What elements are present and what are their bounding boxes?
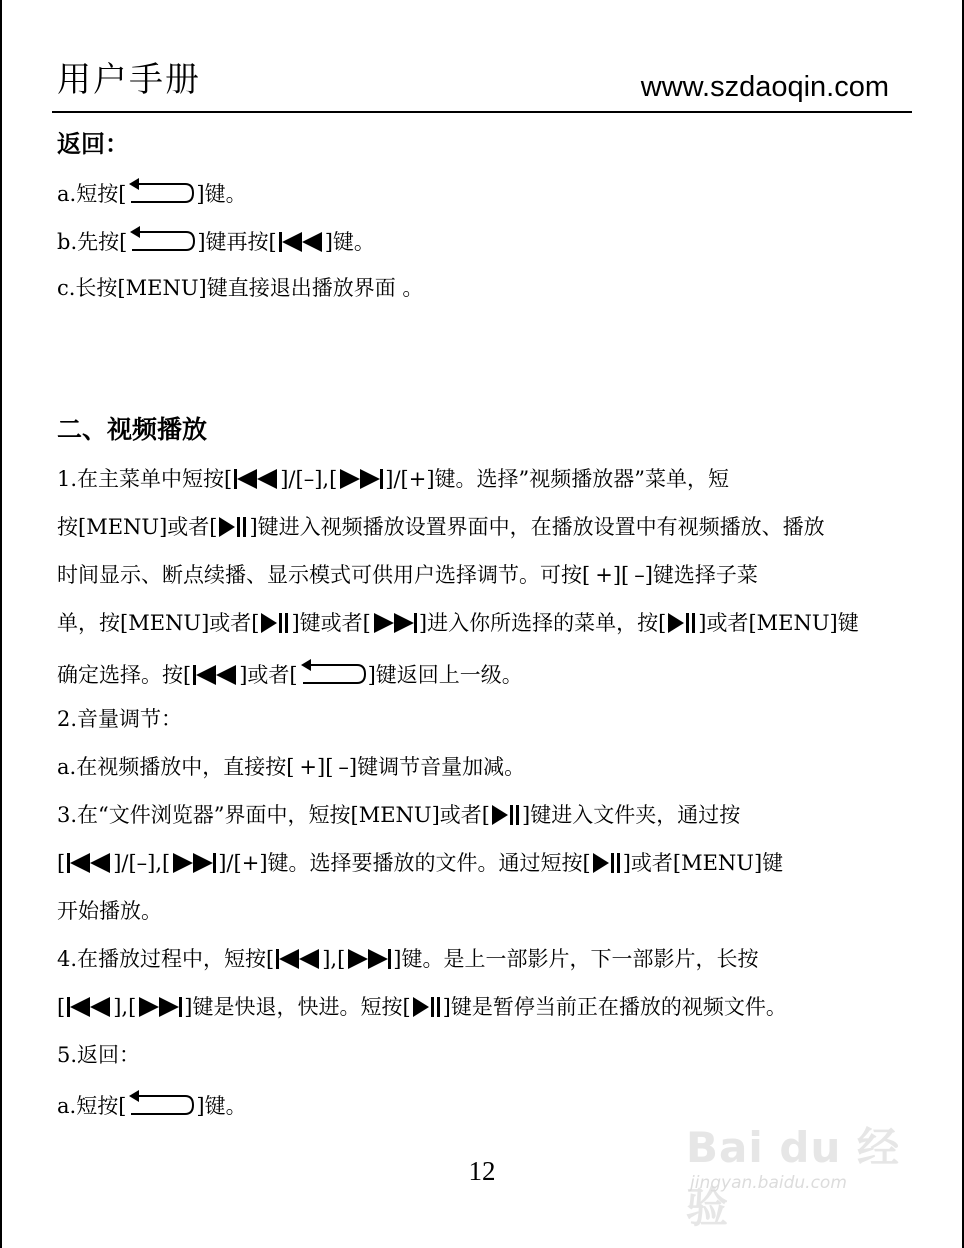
text: ]或者[MENU]键 (698, 611, 859, 635)
text: ]键。选择”视频播放器”菜单，短 (426, 467, 730, 491)
text: ]键或者[ (291, 611, 371, 635)
back-icon (127, 176, 195, 206)
text: ]键选择子菜 (644, 563, 758, 587)
volume-title: 2.音量调节： (57, 707, 183, 731)
text: ][ (612, 563, 630, 587)
page-number: 12 (468, 1156, 496, 1186)
play-pause-icon (592, 851, 622, 875)
text: ]键。 (196, 182, 247, 206)
text: ]键是暂停当前正在播放的视频文件。 (442, 995, 787, 1019)
header-rule (52, 111, 912, 113)
text: ]进入你所选择的菜单，按[ (418, 611, 667, 635)
text: [ (57, 995, 66, 1019)
text: ]键是快退，快进。短按[ (184, 995, 411, 1019)
text: [ (57, 851, 66, 875)
baidu-watermark (686, 1105, 916, 1232)
next-track-icon (171, 851, 217, 875)
play-pause-icon (412, 995, 442, 1019)
video-section-heading: 二、视频播放 (57, 415, 208, 444)
text: ]键返回上一级。 (367, 663, 523, 687)
text: ]键进入视频播放设置界面中，在播放设置中有视频播放、播放 (249, 515, 825, 539)
text: ]键。选择要播放的文件。通过短按[ (259, 851, 591, 875)
text: ]键。 (324, 230, 375, 254)
video-back-line-a (57, 1088, 247, 1120)
video-back-title: 5.返回： (57, 1043, 141, 1067)
next-track-icon (346, 947, 392, 971)
text: ]键。是上一部影片，下一部影片，长按 (393, 947, 759, 971)
text: ][ (317, 755, 334, 779)
next-track-icon (372, 611, 418, 635)
text: ]/[ (113, 851, 137, 875)
text: ]/[ (280, 467, 304, 491)
next-track-icon (137, 995, 183, 1019)
next-track-icon (338, 467, 384, 491)
header-url: www.szdaoqin.com (640, 71, 889, 103)
plus-key: + (299, 755, 317, 779)
video-line-12 (57, 993, 787, 1021)
plus-key: + (241, 851, 260, 875)
prev-track-icon (278, 230, 324, 254)
prev-track-icon (275, 947, 321, 971)
text: ],[ (113, 995, 137, 1019)
back-icon (299, 657, 367, 687)
back-icon (128, 224, 196, 254)
video-line-11 (57, 945, 759, 973)
text: 时间显示、断点续播、显示模式可供用户选择调节。可按[ (57, 563, 591, 587)
text: ]或者[MENU]键 (622, 851, 784, 875)
text: 按[MENU]或者[ (57, 515, 218, 539)
text: ],[ (322, 947, 346, 971)
page-border-left (0, 0, 2, 1248)
text: 4.在播放过程中，短按[ (57, 947, 275, 971)
text: ]键进入文件夹，通过按 (522, 803, 741, 827)
text: 单，按[MENU]或者[ (57, 611, 260, 635)
text: ],[ (147, 851, 171, 875)
text: ]/[ (385, 467, 409, 491)
minus-key: – (338, 755, 349, 779)
video-line-3 (57, 561, 758, 589)
text: a.在视频播放中，直接按[ (57, 755, 295, 779)
prev-track-icon (233, 467, 279, 491)
watermark-brand: Bai du 经验 (686, 1123, 900, 1232)
video-line-2 (57, 513, 825, 541)
plus-key: + (408, 467, 427, 491)
header-title: 用户手册 (57, 60, 201, 100)
text: 3.在“文件浏览器”界面中，短按[MENU]或者[ (57, 803, 490, 827)
text: ]或者[ (239, 663, 298, 687)
text: ]/[ (218, 851, 242, 875)
play-pause-icon (491, 803, 521, 827)
video-line-8 (57, 801, 740, 829)
text: ],[ (314, 467, 338, 491)
prev-track-icon (66, 995, 112, 1019)
prev-track-icon (66, 851, 112, 875)
text: 1.在主菜单中短按[ (57, 467, 233, 491)
volume-line-a (57, 753, 525, 781)
text: ]键调节音量加减。 (348, 755, 526, 779)
plus-key: + (595, 563, 613, 587)
video-line-4 (57, 609, 859, 637)
video-line-9 (57, 849, 783, 877)
text: ]键。 (196, 1094, 247, 1118)
minus-key: – (303, 467, 315, 491)
text: 确定选择。按[ (57, 663, 192, 687)
play-pause-icon (260, 611, 290, 635)
video-line-1 (57, 465, 729, 493)
play-pause-icon (218, 515, 248, 539)
back-line-b (57, 224, 375, 256)
text: b.先按[ (57, 230, 128, 254)
text: a.短按[ (57, 182, 127, 206)
back-section-title: 返回： (57, 130, 129, 158)
watermark-site: jingyan.baidu.com (690, 1173, 847, 1193)
prev-track-icon (192, 663, 238, 687)
back-icon (127, 1088, 195, 1118)
video-line-10: 开始播放。 (57, 899, 162, 923)
back-line-a (57, 176, 247, 208)
video-line-5 (57, 657, 523, 689)
text: ]键再按[ (197, 230, 277, 254)
minus-key: – (136, 851, 148, 875)
play-pause-icon (667, 611, 697, 635)
back-line-c: c.长按[MENU]键直接退出播放界面 。 (57, 276, 424, 300)
minus-key: – (634, 563, 645, 587)
text: a.短按[ (57, 1094, 127, 1118)
